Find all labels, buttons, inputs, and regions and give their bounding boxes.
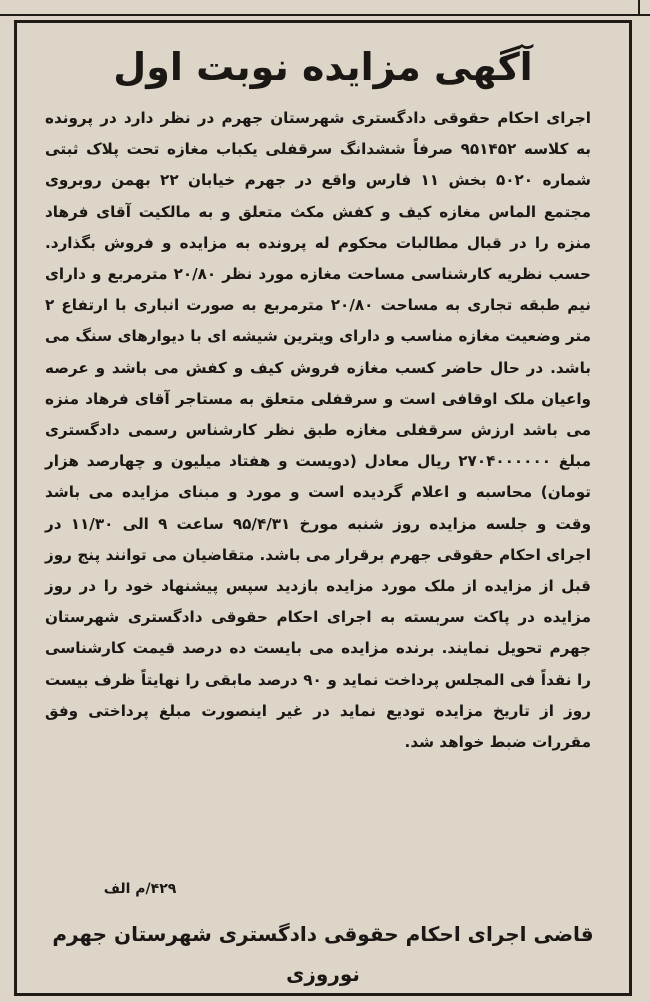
notice-body <box>45 103 591 758</box>
notice-frame <box>14 20 632 996</box>
signature-title: قاضی اجرای احکام حقوقی دادگستری شهرستان جهرم <box>52 922 594 946</box>
reference-number: ۴۲۹/م الف <box>103 881 177 897</box>
notice-title: آگهی مزایده نوبت اول <box>113 45 533 89</box>
signature-name: نوروزی <box>286 962 360 986</box>
top-border-strip <box>0 0 650 16</box>
notice-body-text: اجرای احکام حقوقی دادگستری شهرستان جهرم در نظر دارد در پرونده به کلاسه ۹۵۱۴۵۲ صرفاً ششدانگ سرقفلی یکباب مغازه تحت پلاک ثبتی شماره ۵۰۲۰ بخش ۱۱ فارس واقع در جهرم خیابان ۲۲ بهمن روبروی مجتمع الماس مغازه کیف و کفش مکث متعلق و به مالکیت آقای فرهاد منزه را در قبال مطالبات محکوم له پرونده به مزایده و فروش بگذارد. حسب نظریه کارشناسی مساحت مغازه مورد نظر ۲۰/۸۰ مترمربع و دارای نیم طبقه تجاری به مساحت ۲۰/۸۰ مترمربع به صورت انباری با ارتفاع ۲ متر وضعیت مغازه مناسب و دارای ویترین شیشه ای با دیوارهای سنگ می باشد. در حال حاضر کسب مغازه فروش کیف و کفش می باشد و عرصه واعیان ملک اوقافی است و سرقفلی متعلق به مستاجر آقای فرهاد منزه می باشد ارزش سرقفلی مغازه طبق نظر کارشناس رسمی دادگستری مبلغ ۲۷۰۴۰۰۰۰۰۰ ریال معادل (دویست و هفتاد میلیون و چهارصد هزار تومان) محاسبه و اعلام گردیده است و مورد و مبنای مزایده می باشد وقت و جلسه مزایده روز شنبه مورخ ۹۵/۴/۳۱ ساعت ۹ الی ۱۱/۳۰ در اجرای احکام حقوقی جهرم برقرار می باشد. متقاضیان می توانند پنج روز قبل از مزایده از ملک مورد مزایده بازدید سپس پیشنهاد خود را در روز مزایده در پاکت سربسته به اجرای احکام حقوقی دادگستری شهرستان جهرم تحویل نمایند. برنده مزایده می بایست ده درصد قیمت کارشناسی را نقداً فی المجلس پرداخت نماید و ۹۰ درصد مابقی را نهایتاً ظرف بیست روز از تاریخ مزایده تودیع نماید در غیر اینصورت مبلغ پرداختی وفق مقررات ضبط خواهد شد. <box>45 109 592 752</box>
column-rule <box>638 0 650 14</box>
